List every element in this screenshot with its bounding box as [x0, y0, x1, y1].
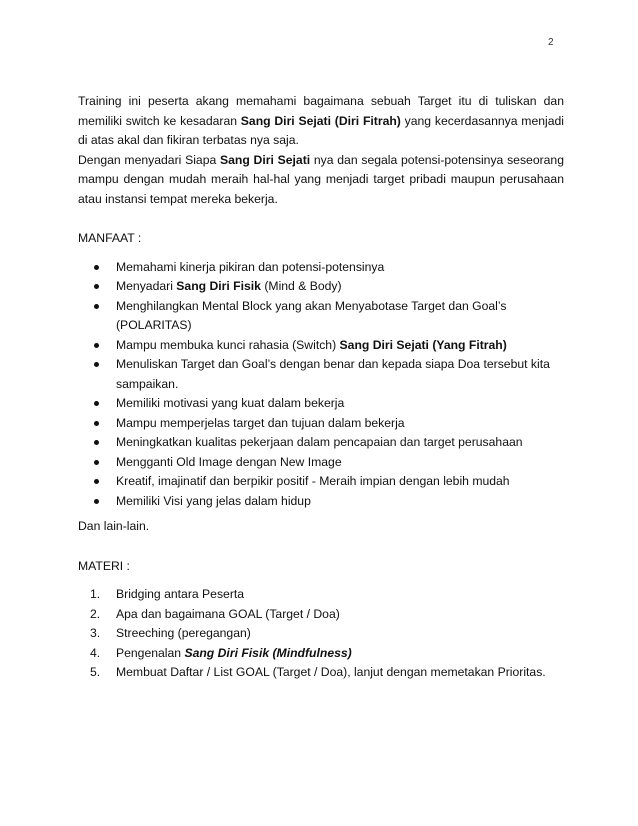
text-run: Mampu memperjelas target dan tujuan dalam bekerja [116, 415, 405, 430]
bullet-icon [94, 362, 99, 367]
text-run: Mampu membuka kunci rahasia (Switch) [116, 337, 340, 352]
text-run: Streeching (peregangan) [116, 626, 251, 640]
materi-heading: MATERI : [78, 558, 130, 573]
list-item [78, 336, 564, 356]
bullet-icon [94, 284, 99, 289]
page-number: 2 [548, 37, 554, 48]
text-run: nya dan segala potensi-potensinya seseorang mampu dengan mudah meraih hal-hal yang menjadi target pribadi maupun perusahaan atau instansi tempat mereka bekerja. [78, 152, 564, 206]
intro-paragraph-1 [78, 92, 564, 151]
bullet-icon [94, 460, 99, 465]
text-run: Memiliki Visi yang jelas dalam hidup [116, 493, 311, 508]
bullet-icon [94, 304, 99, 309]
list-item [78, 624, 564, 644]
list-item [78, 394, 564, 414]
text-run: Pengenalan [116, 645, 185, 660]
emphasized-text: Sang Diri Sejati (Diri Fitrah) [240, 113, 401, 128]
bullet-icon [94, 499, 99, 504]
list-item [78, 585, 564, 605]
bullet-icon [94, 421, 99, 426]
text-run: Meningkatkan kualitas pekerjaan dalam pencapaian dan target perusahaan [116, 435, 523, 449]
document-body [78, 92, 564, 683]
list-item [78, 414, 564, 434]
text-run: Menuliskan Target dan Goal’s dengan benar dan kepada siapa Doa tersebut kita sampaikan. [116, 357, 550, 391]
intro-paragraph-2 [78, 151, 564, 210]
text-run: Dengan menyadari Siapa [78, 152, 221, 167]
list-item [78, 472, 564, 492]
manfaat-list [78, 258, 564, 512]
emphasized-text: Sang Diri Sejati (Yang Fitrah) [339, 337, 507, 352]
materi-list [78, 585, 564, 683]
text-run: Training ini peserta akang memahami bagaimana sebuah Target itu di tuliskan dan memiliki switch ke kesadaran [78, 94, 564, 128]
text-run: Memiliki motivasi yang kuat dalam bekerja [116, 396, 345, 410]
text-run: yang kecerdasannya menjadi di atas akal dan fikiran terbatas nya saja. [78, 113, 564, 147]
text-run: Apa dan bagaimana GOAL (Target / Doa) [116, 606, 340, 621]
list-item [78, 453, 564, 473]
bullet-icon [94, 479, 99, 484]
list-item [78, 663, 564, 683]
bullet-icon [94, 343, 99, 348]
text-run: Menghilangkan Mental Block yang akan Menyabotase Target dan Goal’s (POLARITAS) [116, 298, 507, 332]
manfaat-closing: Dan lain-lain. [78, 519, 150, 533]
list-item [78, 492, 564, 512]
list-item [78, 644, 564, 664]
list-number: 2. [90, 606, 101, 621]
list-item [78, 355, 564, 394]
bullet-icon [94, 440, 99, 445]
list-item [78, 277, 564, 297]
bullet-icon [94, 401, 99, 406]
text-run: (Mind & Body) [260, 279, 342, 293]
text-run: Bridging antara Peserta [116, 587, 245, 601]
text-run: Membuat Daftar / List GOAL (Target / Doa), lanjut dengan memetakan Prioritas. [116, 665, 546, 679]
list-item [78, 433, 564, 453]
list-number: 5. [90, 665, 101, 679]
emphasized-text: Sang Diri Fisik [176, 279, 261, 293]
list-item [78, 258, 564, 278]
list-number: 4. [90, 645, 101, 660]
list-number: 1. [90, 587, 101, 601]
text-run: Mengganti Old Image dengan New Image [116, 454, 342, 469]
emphasized-text: Sang Diri Sejati [220, 152, 311, 167]
manfaat-heading: MANFAAT : [78, 231, 142, 245]
bullet-icon [94, 265, 99, 270]
emphasized-text: Sang Diri Fisik (Mindfulness) [184, 645, 352, 660]
text-run: Memahami kinerja pikiran dan potensi-potensinya [116, 259, 385, 274]
list-item [78, 605, 564, 625]
list-number: 3. [90, 626, 101, 640]
text-run: Kreatif, imajinatif dan berpikir positif - Meraih impian dengan lebih mudah [116, 474, 510, 488]
list-item [78, 297, 564, 336]
text-run: Menyadari [116, 279, 177, 293]
